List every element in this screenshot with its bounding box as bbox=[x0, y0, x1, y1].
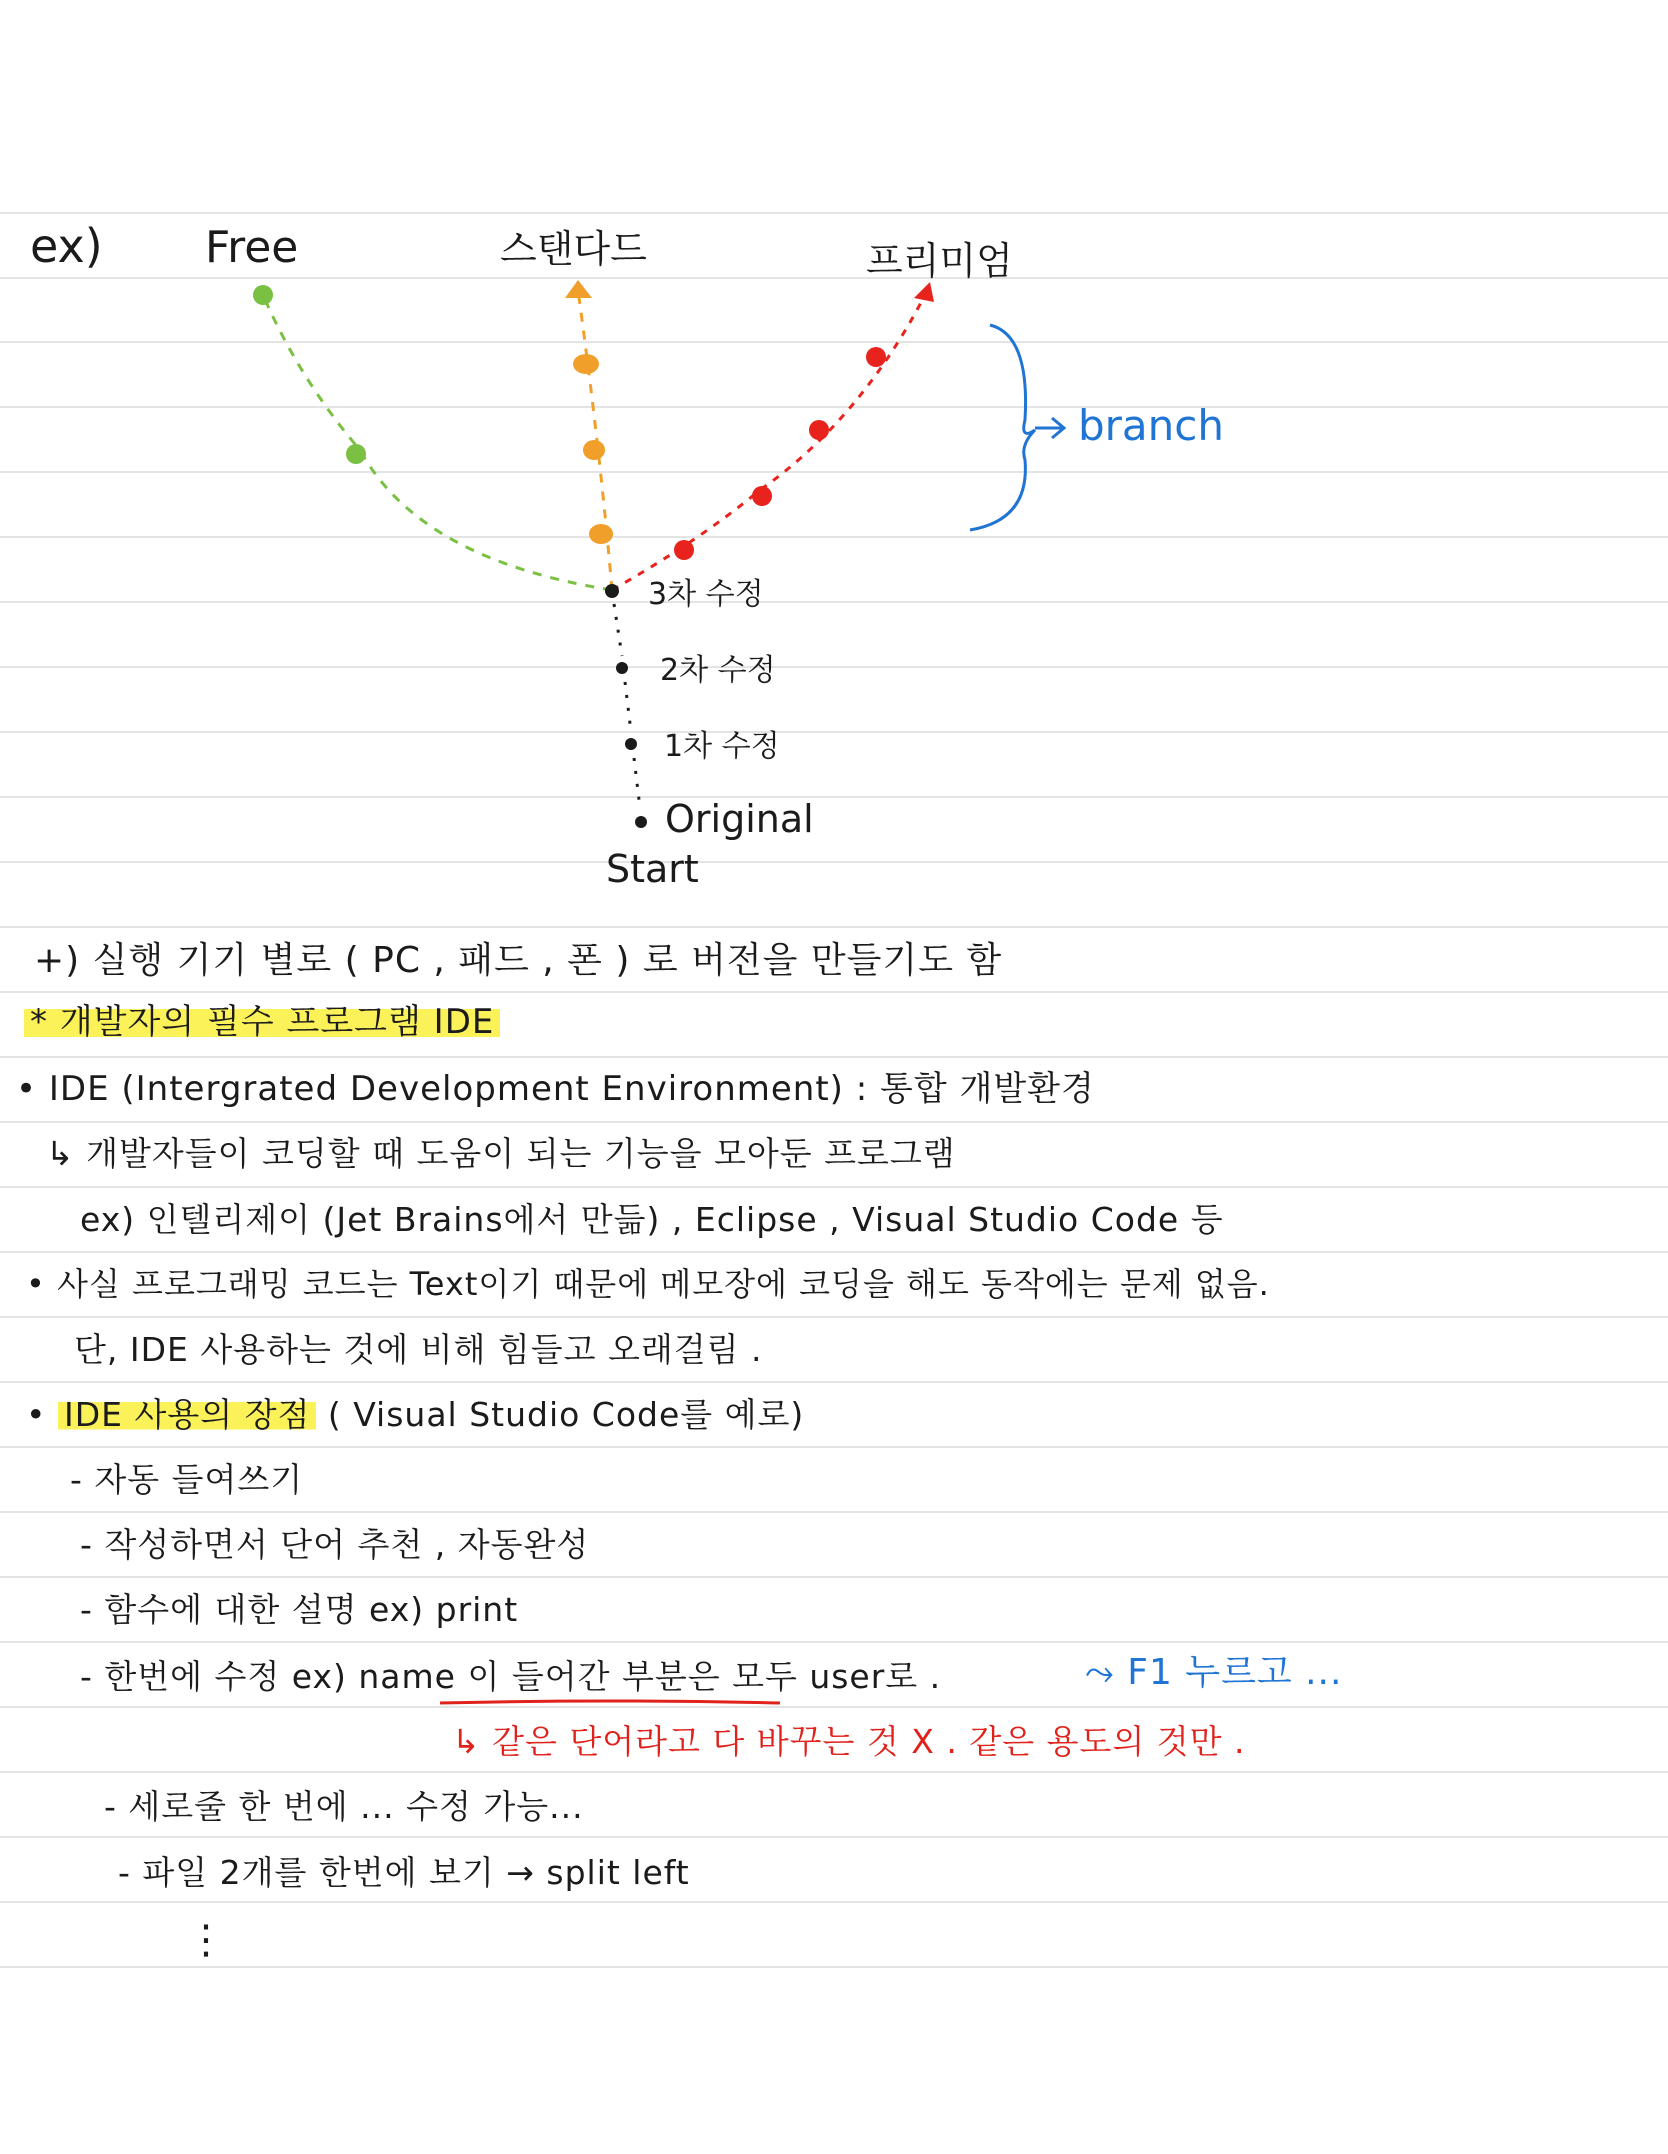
commit-dot-free-2 bbox=[346, 444, 366, 464]
trunk-label-3: 3차 수정 bbox=[648, 577, 764, 612]
note-ide-heading-text: * 개발자의 필수 프로그램 IDE bbox=[24, 1002, 500, 1042]
branch-label-premium: 프리미엄 bbox=[866, 239, 1013, 283]
underline-red bbox=[440, 1697, 780, 1709]
note-ide-examples: ex) 인텔리제이 (Jet Brains에서 만듦) , Eclipse , Visual Studio Code 등 bbox=[80, 1200, 1224, 1239]
commit-dot-premium-3 bbox=[809, 420, 829, 440]
note-ide-heading bbox=[24, 1002, 500, 1042]
arrow-head-standard bbox=[565, 280, 592, 298]
ex-label: ex) bbox=[30, 219, 103, 273]
note-ide-advantages-highlight: IDE 사용의 장점 bbox=[58, 1395, 316, 1434]
note-text-code: • 사실 프로그래밍 코드는 Text이기 때문에 메모장에 코딩을 해도 동작에는 문제 없음. bbox=[26, 1265, 1270, 1303]
note-column-edit: - 세로줄 한 번에 ... 수정 가능... bbox=[104, 1787, 584, 1826]
trunk-node-3 bbox=[605, 584, 619, 598]
trunk-line-2 bbox=[625, 682, 631, 732]
start-label: Start bbox=[606, 847, 699, 891]
note-rename-all: - 한번에 수정 ex) name 이 들어간 부분은 모두 user로 . bbox=[80, 1657, 942, 1696]
branch-line-standard bbox=[578, 290, 612, 590]
note-function-desc: - 함수에 대한 설명 ex) print bbox=[80, 1590, 519, 1629]
trunk-line-1 bbox=[614, 604, 622, 656]
trunk-label-original: Original bbox=[665, 797, 814, 841]
commit-dot-premium-4 bbox=[866, 347, 886, 367]
note-ide-advantages-rest: ( Visual Studio Code를 예로) bbox=[316, 1395, 805, 1434]
commit-dot-premium-1 bbox=[674, 540, 694, 560]
arrow-head-premium bbox=[914, 282, 934, 302]
curly-arrow-icon: ⤳ bbox=[1085, 1652, 1128, 1693]
note-ide-description: ↳ 개발자들이 코딩할 때 도움이 되는 기능을 모아둔 프로그램 bbox=[46, 1134, 956, 1173]
note-auto-indent: - 자동 들여쓰기 bbox=[70, 1460, 304, 1499]
note-but-slow: 단, IDE 사용하는 것에 비해 힘들고 오래걸림 . bbox=[74, 1330, 763, 1369]
commit-dot-premium-2 bbox=[752, 486, 772, 506]
branch-label-free: Free bbox=[205, 222, 299, 273]
brace-label: branch bbox=[1078, 401, 1224, 450]
note-ide-advantages bbox=[26, 1395, 805, 1434]
trunk-label-1: 1차 수정 bbox=[664, 729, 780, 764]
branch-label-standard: 스탠다드 bbox=[500, 227, 647, 271]
note-split-view: - 파일 2개를 한번에 보기 → split left bbox=[118, 1853, 690, 1892]
trunk-node-original bbox=[635, 816, 647, 828]
commit-dot-free-1 bbox=[253, 285, 273, 305]
note-ide-definition: • IDE (Intergrated Development Environment) : 통합 개발환경 bbox=[16, 1069, 1095, 1109]
commit-dot-standard-3 bbox=[589, 524, 613, 544]
note-f1-shortcut-text: F1 누르고 ... bbox=[1127, 1652, 1343, 1693]
note-autocomplete: - 작성하면서 단어 추천 , 자동완성 bbox=[80, 1525, 590, 1564]
bullet-advantages: • bbox=[26, 1395, 58, 1434]
brace-arrow bbox=[1035, 418, 1064, 438]
note-f1-shortcut bbox=[1085, 1652, 1343, 1693]
branch-diagram bbox=[0, 0, 1668, 900]
trunk-label-2: 2차 수정 bbox=[660, 653, 776, 688]
trunk-line-3 bbox=[634, 758, 640, 808]
commit-dot-standard-2 bbox=[583, 440, 605, 460]
branch-line-premium bbox=[612, 295, 925, 590]
commit-dot-standard-1 bbox=[573, 354, 599, 374]
brace bbox=[970, 325, 1035, 530]
branch-line-free bbox=[263, 295, 612, 590]
trunk-node-1 bbox=[625, 738, 637, 750]
trunk-node-2 bbox=[616, 662, 628, 674]
note-ellipsis: ⋮ bbox=[186, 1917, 227, 1963]
note-same-purpose: ↳ 같은 단어라고 다 바꾸는 것 X . 같은 용도의 것만 . bbox=[452, 1722, 1246, 1761]
note-device-version: +) 실행 기기 별로 ( PC , 패드 , 폰 ) 로 버전을 만들기도 함 bbox=[34, 940, 1003, 981]
